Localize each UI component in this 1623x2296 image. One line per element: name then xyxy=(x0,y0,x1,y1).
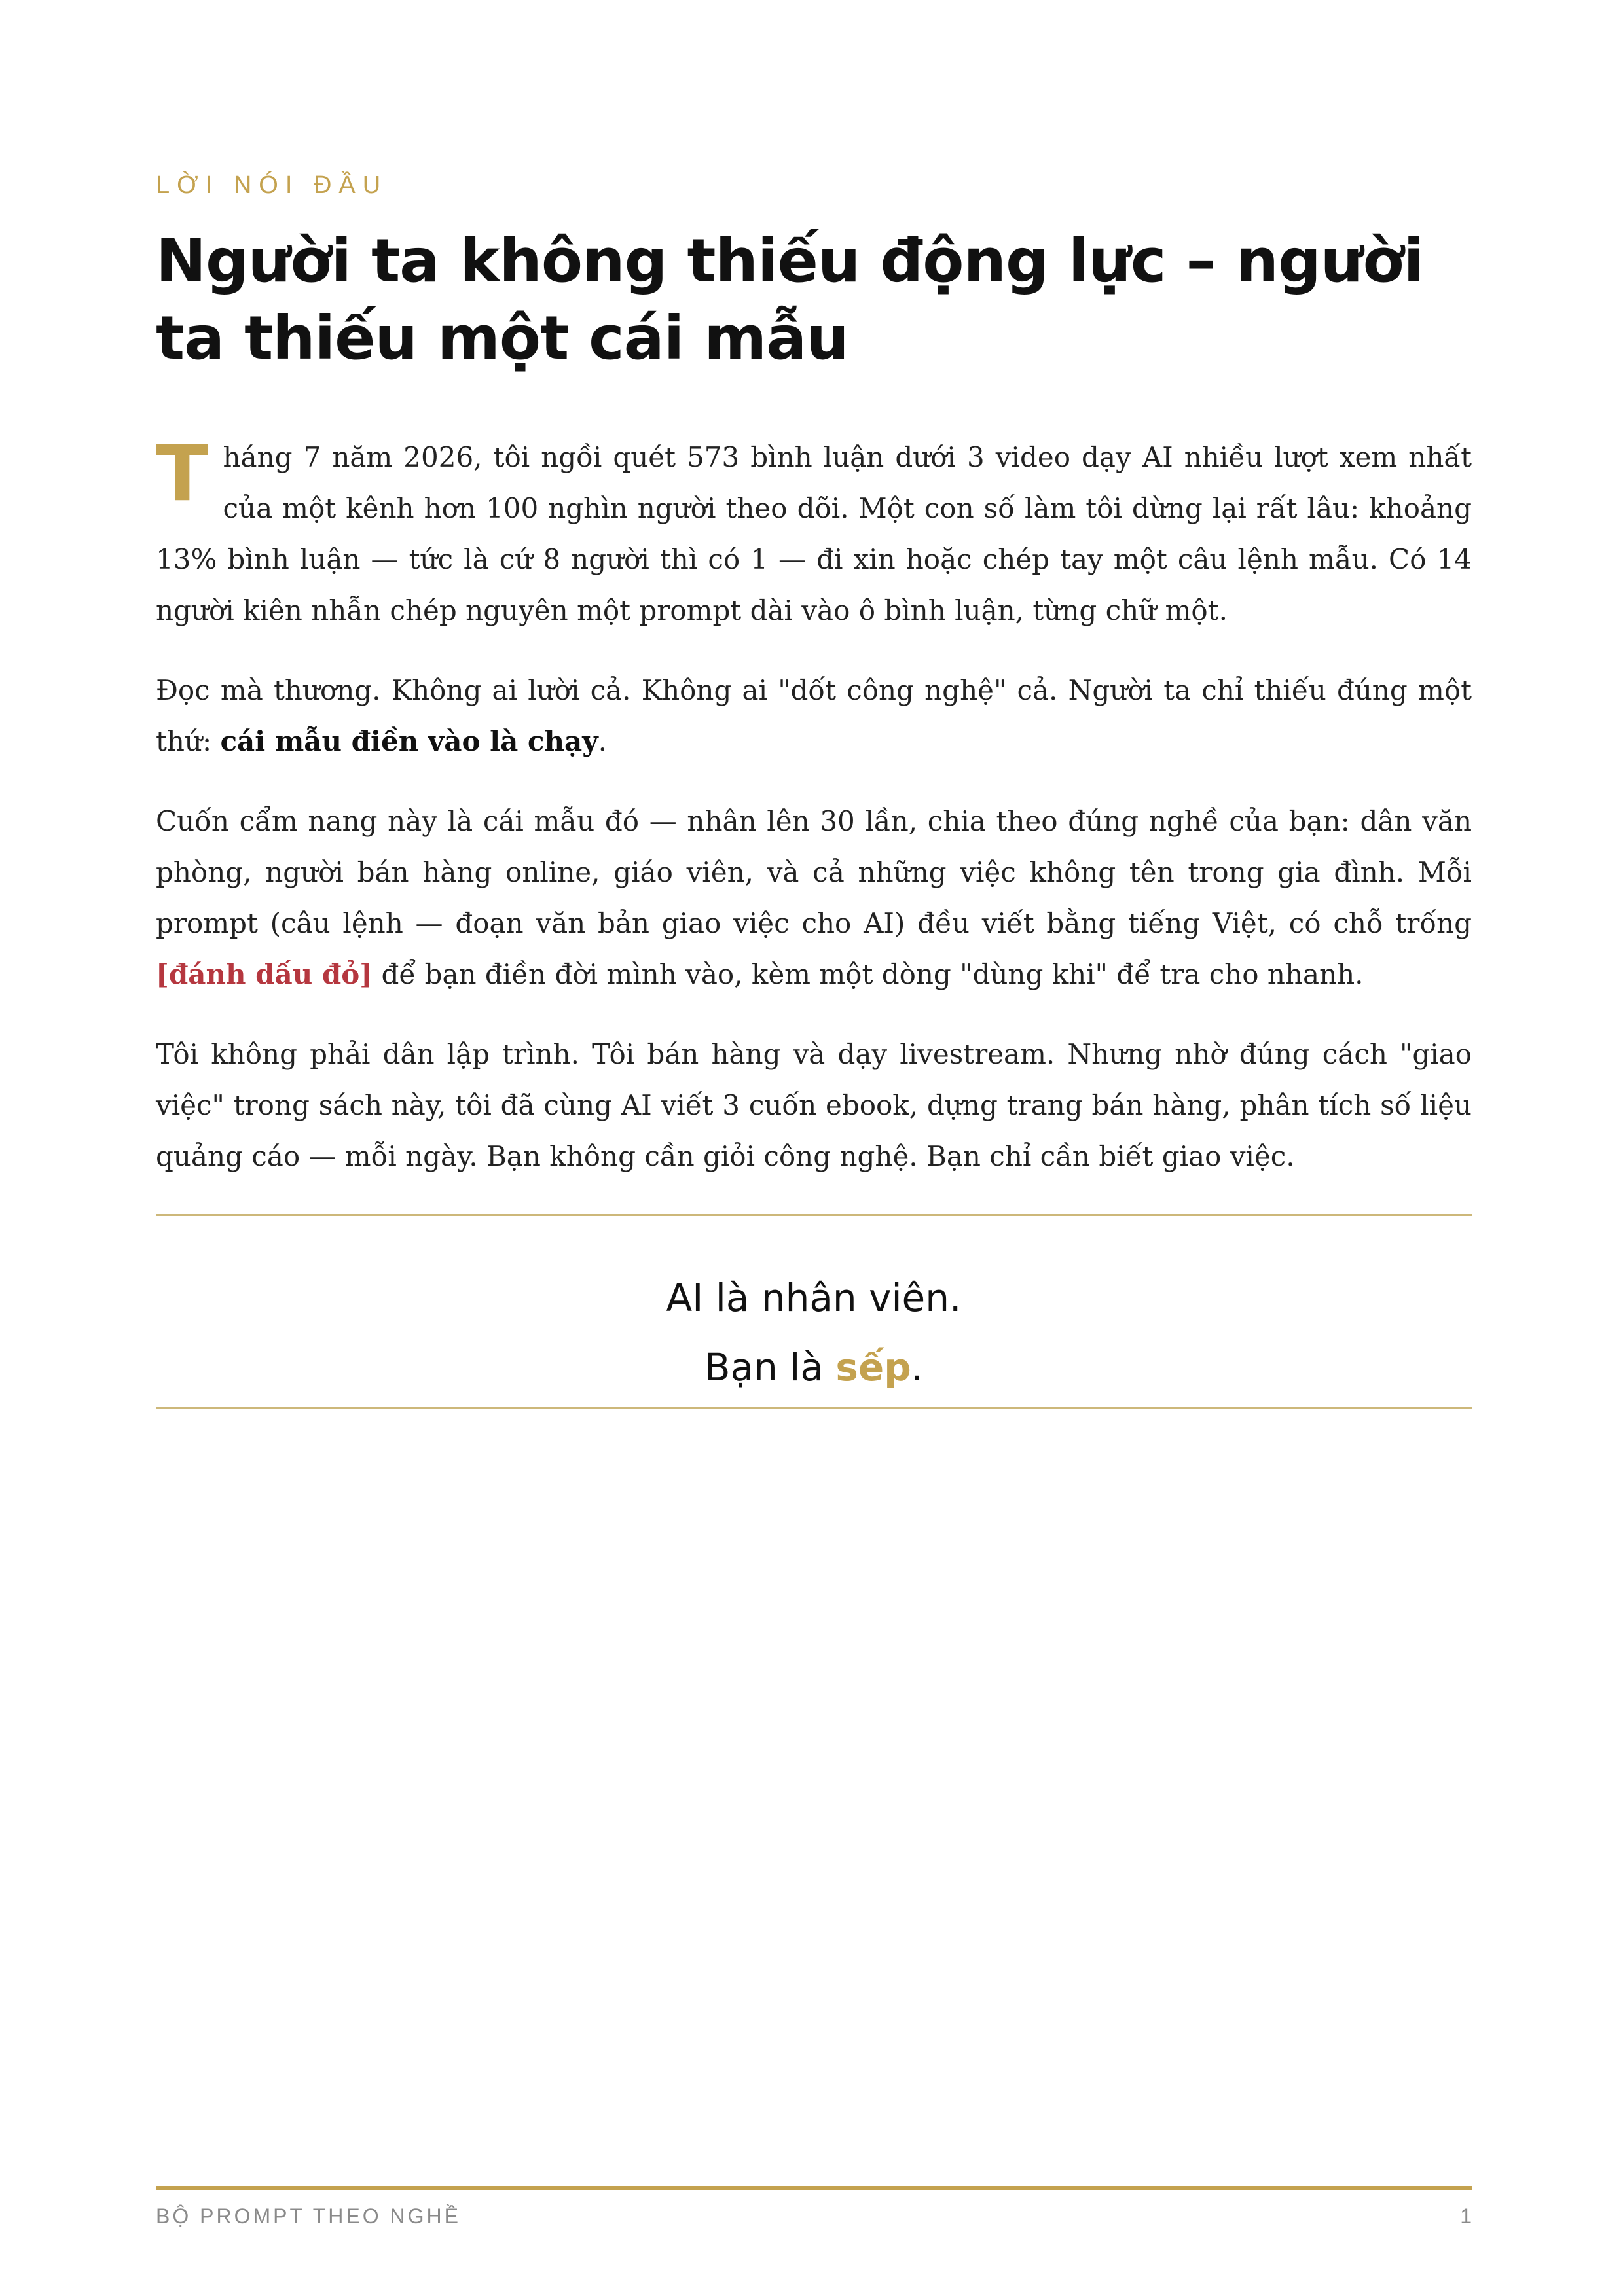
pull-quote xyxy=(156,1263,1472,1402)
quote-line-2 xyxy=(156,1333,1472,1402)
page-title: Người ta không thiếu động lực – người ta thiếu một cái mẫu xyxy=(156,226,1424,373)
quote-bottom-divider xyxy=(156,1407,1472,1409)
paragraph-3-text: Cuốn cẩm nang này là cái mẫu đó — nhân lên 30 lần, chia theo đúng nghề của bạn: dân văn phòng, người bán hàng online, giáo viên, và cả những việc không tên trong gia đình. Mỗi prompt (câu lệnh — đoạn văn bản giao việc cho AI) đều viết bằng tiếng Việt, có chỗ trống xyxy=(156,805,1472,939)
paragraph-3 xyxy=(156,796,1472,1000)
quote-accent-word: sếp xyxy=(835,1345,911,1390)
running-footer-title: BỘ PROMPT THEO NGHỀ xyxy=(156,2204,461,2228)
paragraph-2-text: Đọc mà thương. Không ai lười cả. Không ai "dốt công nghệ" cả. Người ta chỉ thiếu đúng một thứ: xyxy=(156,674,1472,757)
paragraph-4 xyxy=(156,1029,1472,1182)
section-kicker: LỜI NÓI ĐẦU xyxy=(156,171,388,199)
quote-line-2-text: Bạn là xyxy=(704,1345,836,1390)
red-placeholder-marker: [đánh dấu đỏ] xyxy=(156,958,373,990)
page-number: 1 xyxy=(1460,2204,1472,2228)
footer-divider xyxy=(156,2186,1472,2190)
body-text xyxy=(156,428,1472,1211)
paragraph-2 xyxy=(156,665,1472,767)
paragraph-3-end: để bạn điền đời mình vào, kèm một dòng "dùng khi" để tra cho nhanh. xyxy=(373,958,1364,990)
paragraph-1-text: háng 7 năm 2026, tôi ngồi quét 573 bình luận dưới 3 video dạy AI nhiều lượt xem nhất của một kênh hơn 100 nghìn người theo dõi. Một con số làm tôi dừng lại rất lâu: khoảng 13% bình luận — tức là cứ 8 người thì có 1 — đi xin hoặc chép tay một câu lệnh mẫu. Có 14 người kiên nhẫn chép nguyên một prompt dài vào ô bình luận, từng chữ một. xyxy=(156,441,1472,626)
quote-top-divider xyxy=(156,1214,1472,1216)
quote-line-2-end: . xyxy=(911,1345,924,1390)
paragraph-2-end: . xyxy=(598,725,607,757)
quote-line-1: AI là nhân viên. xyxy=(666,1276,962,1320)
paragraph-1 xyxy=(156,428,1472,636)
paragraph-4-text: Tôi không phải dân lập trình. Tôi bán hàng và dạy livestream. Nhưng nhờ đúng cách "giao việc" trong sách này, tôi đã cùng AI viết 3 cuốn ebook, dựng trang bán hàng, phân tích số liệu quảng cáo — mỗi ngày. Bạn không cần giỏi công nghệ. Bạn chỉ cần biết giao việc. xyxy=(156,1038,1472,1172)
paragraph-2-bold: cái mẫu điền vào là chạy xyxy=(220,725,598,757)
drop-cap: T xyxy=(156,428,209,518)
